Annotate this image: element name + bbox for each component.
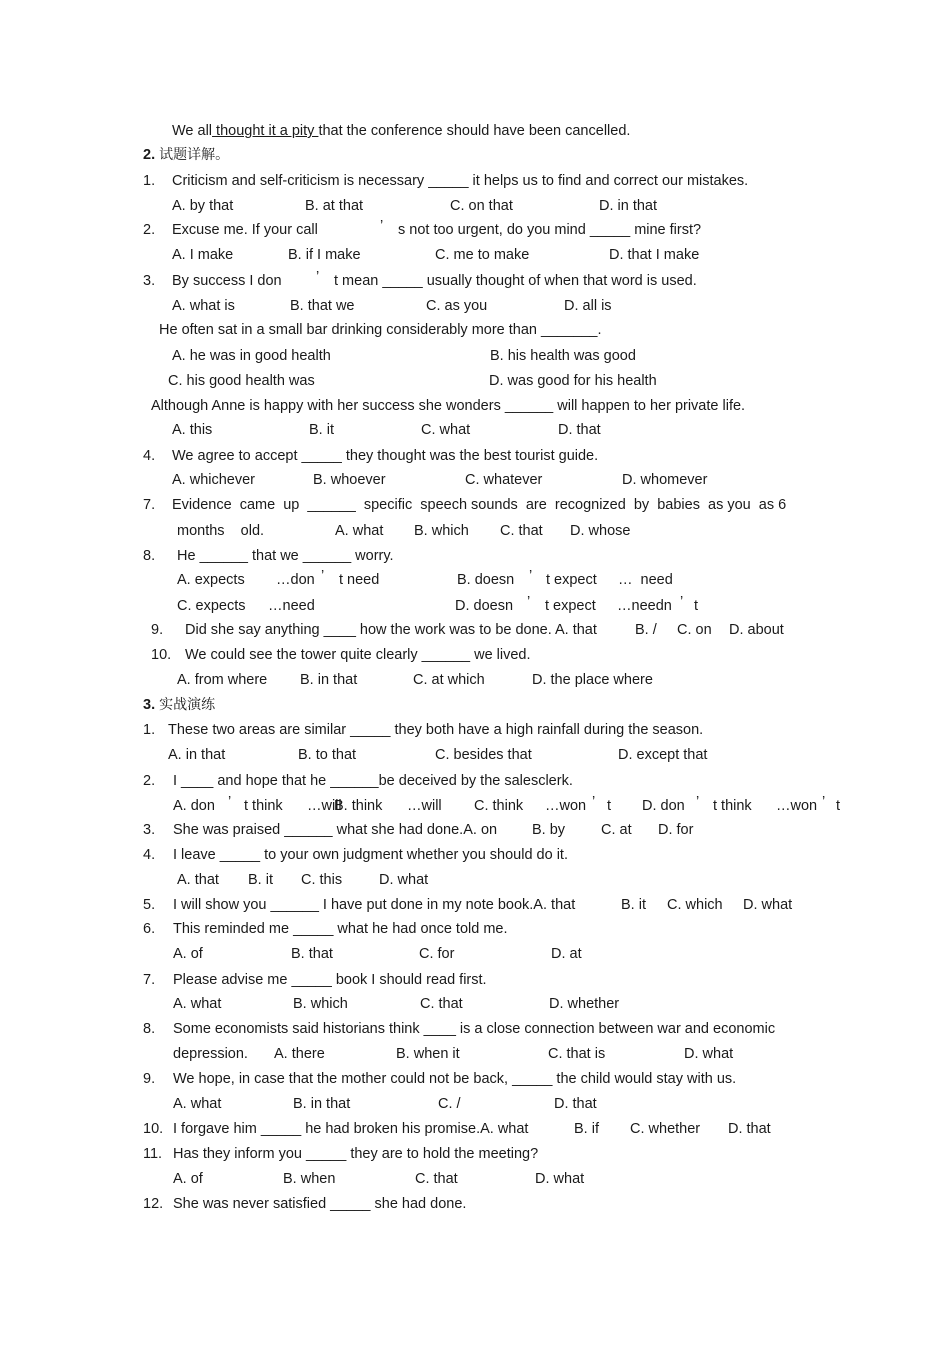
option-b: B. it <box>309 422 334 438</box>
option-b: B. when <box>283 1171 336 1187</box>
section-number: 2 <box>143 147 152 163</box>
question-number: 4. <box>143 448 156 464</box>
intro-pre: We all <box>172 123 213 139</box>
option-d: D. except that <box>618 747 708 763</box>
option-c: C. this <box>301 872 343 888</box>
option-c: C. for <box>419 946 455 962</box>
option-a-part: …will <box>307 798 342 814</box>
option-c: C. his good health was <box>168 373 315 389</box>
option-d-part: …won <box>776 798 818 814</box>
option-d: D. don <box>642 798 685 814</box>
option-a-part: t think <box>244 798 283 814</box>
option-a: A. what <box>173 1096 222 1112</box>
option-c: C. on that <box>450 198 513 214</box>
option-c: C. that <box>500 523 543 539</box>
option-c: C. whatever <box>465 472 543 488</box>
option-d: D. doesn <box>455 598 514 614</box>
section-3-heading: 3. 实战演练 <box>143 697 216 713</box>
question-text: We hope, in case that the mother could not be back, _____ the child would stay with us. <box>173 1071 737 1087</box>
option-d: D. whomever <box>622 472 708 488</box>
intro-sentence <box>172 122 630 140</box>
option-d: D. what <box>379 872 429 888</box>
option-b-part: …will <box>407 798 442 814</box>
option-c: C. at <box>601 822 632 838</box>
option-b: B. doesn <box>457 572 515 588</box>
option-a: A. what <box>335 523 384 539</box>
question-number: 11. <box>143 1146 163 1162</box>
apostrophe: ’ <box>822 794 826 810</box>
option-b: B. that we <box>290 298 355 314</box>
apostrophe: ’ <box>316 269 320 285</box>
question-number: 1. <box>143 173 156 189</box>
apostrophe: ’ <box>592 794 596 810</box>
apostrophe: ’ <box>228 794 232 810</box>
question-text: Some economists said historians think ____ is a close connection between war and economic <box>173 1021 776 1037</box>
section-2-heading: 2. 试题详解。 <box>143 147 230 163</box>
option-c: C. / <box>438 1096 461 1112</box>
option-a: A. this <box>172 422 213 438</box>
question-text: Did she say anything ____ how the work was to be done. A. that <box>185 622 597 638</box>
option-c: C. at which <box>413 672 485 688</box>
option-a: A. expects <box>177 572 245 588</box>
option-b-part: t expect <box>546 572 597 588</box>
option-d-part: …needn <box>617 598 672 614</box>
question-number: 3. <box>143 273 156 289</box>
option-d-part: t think <box>713 798 752 814</box>
option-c: C. me to make <box>435 247 530 263</box>
question-number: 7. <box>143 497 156 513</box>
option-c: C. that <box>415 1171 458 1187</box>
option-a: A. of <box>173 1171 203 1187</box>
option-b: B. which <box>293 996 348 1012</box>
option-b: B. if <box>574 1121 599 1137</box>
option-d-part: t expect <box>545 598 596 614</box>
section-title: 实战演练 <box>159 697 216 713</box>
question-text-part: Excuse me. If your call <box>172 222 318 238</box>
option-b: B. think <box>334 798 383 814</box>
option-a-part: t need <box>339 572 380 588</box>
option-d: D. what <box>684 1046 734 1062</box>
option-c: C. which <box>667 897 723 913</box>
option-b: B. at that <box>305 198 364 214</box>
option-c: C. on <box>677 622 712 638</box>
question-text: I leave _____ to your own judgment whether you should do it. <box>173 847 568 863</box>
option-d-part: t <box>836 798 841 814</box>
question-text: Has they inform you _____ they are to hold the meeting? <box>173 1146 539 1162</box>
question-number: 10. <box>143 1121 164 1137</box>
option-b-part: … need <box>618 572 673 588</box>
question-text: I will show you ______ I have put done in my note book.A. that <box>173 897 576 913</box>
question-text: She was never satisfied _____ she had done. <box>173 1196 467 1212</box>
option-a: A. that <box>177 872 219 888</box>
question-text: This reminded me _____ what he had once told me. <box>173 921 508 937</box>
question-number: 1. <box>143 722 156 738</box>
question-number: 4. <box>143 847 156 863</box>
option-c-part: t <box>607 798 612 814</box>
option-b: B. it <box>248 872 273 888</box>
option-c: C. think <box>474 798 524 814</box>
option-b: B. / <box>635 622 657 638</box>
intro-underlined: thought it a pity <box>212 123 319 139</box>
option-d: D. whose <box>570 523 631 539</box>
option-d: D. whether <box>549 996 620 1012</box>
section-title: 试题详解。 <box>159 147 230 163</box>
option-c: C. that is <box>548 1046 606 1062</box>
question-text: Evidence came up ______ specific speech sounds are recognized by babies as you as 6 <box>172 497 787 513</box>
option-c: C. what <box>421 422 471 438</box>
option-c: C. besides that <box>435 747 532 763</box>
question-text: We agree to accept _____ they thought was the best tourist guide. <box>172 448 599 464</box>
question-number: 7. <box>143 972 156 988</box>
question-number: 10. <box>151 647 172 663</box>
option-b: B. to that <box>298 747 357 763</box>
question-number: 5. <box>143 897 156 913</box>
option-d: D. was good for his health <box>489 373 657 389</box>
apostrophe: ’ <box>527 594 531 610</box>
option-c: C. whether <box>630 1121 701 1137</box>
question-text: He often sat in a small bar drinking considerably more than _______. <box>159 322 602 338</box>
question-number: 6. <box>143 921 156 937</box>
apostrophe: ’ <box>380 218 384 234</box>
apostrophe: ’ <box>680 594 684 610</box>
option-d: D. about <box>729 622 784 638</box>
option-a: A. of <box>173 946 203 962</box>
question-text: Please advise me _____ book I should read first. <box>173 972 487 988</box>
intro-post: that the conference should have been cancelled. <box>318 123 631 139</box>
option-d: D. that <box>558 422 601 438</box>
option-a: A. don <box>173 798 215 814</box>
option-a: A. whichever <box>172 472 256 488</box>
option-c-part: …need <box>268 598 315 614</box>
option-c: C. as you <box>426 298 488 314</box>
option-a: A. what <box>173 996 222 1012</box>
option-b: B. in that <box>300 672 358 688</box>
question-text: I ____ and hope that he ______be deceived by the salesclerk. <box>173 773 573 789</box>
question-continuation: depression. <box>173 1046 248 1062</box>
option-d: D. what <box>535 1171 585 1187</box>
option-c: C. expects <box>177 598 246 614</box>
option-c: C. that <box>420 996 463 1012</box>
option-c-part: …won <box>545 798 587 814</box>
question-text: We could see the tower quite clearly ______ we lived. <box>185 647 531 663</box>
option-b: B. his health was good <box>490 348 636 364</box>
question-text-part: t mean _____ usually thought of when that word is used. <box>334 273 697 289</box>
question-continuation: months old. <box>177 523 265 539</box>
option-a: A. from where <box>177 672 268 688</box>
question-text: These two areas are similar _____ they both have a high rainfall during the season. <box>168 722 704 738</box>
question-text-part: s not too urgent, do you mind _____ mine first? <box>398 222 702 238</box>
option-a: A. there <box>274 1046 325 1062</box>
apostrophe: ’ <box>321 568 325 584</box>
option-a: A. in that <box>168 747 226 763</box>
option-b: B. in that <box>293 1096 351 1112</box>
question-text: She was praised ______ what she had done.A. on <box>173 822 498 838</box>
option-d: D. that <box>554 1096 597 1112</box>
option-d: D. for <box>658 822 694 838</box>
option-b: B. if I make <box>288 247 361 263</box>
question-number: 3. <box>143 822 156 838</box>
option-b: B. when it <box>396 1046 460 1062</box>
question-number: 8. <box>143 548 156 564</box>
option-a: A. he was in good health <box>172 348 331 364</box>
question-text: He ______ that we ______ worry. <box>177 548 394 564</box>
option-a: A. by that <box>172 198 234 214</box>
option-a-part: …don <box>276 572 315 588</box>
option-d: D. all is <box>564 298 612 314</box>
question-number: 9. <box>143 1071 156 1087</box>
option-d: D. in that <box>599 198 658 214</box>
option-d: D. at <box>551 946 582 962</box>
option-b: B. that <box>291 946 333 962</box>
option-d: D. that I make <box>609 247 700 263</box>
question-text-part: By success I don <box>172 273 282 289</box>
option-d: D. what <box>743 897 793 913</box>
section-number: 3 <box>143 697 152 713</box>
question-text: Criticism and self-criticism is necessary _____ it helps us to find and correct our mistakes. <box>172 173 749 189</box>
question-number: 2. <box>143 773 156 789</box>
option-b: B. which <box>414 523 469 539</box>
option-b: B. it <box>621 897 646 913</box>
question-number: 8. <box>143 1021 156 1037</box>
question-number: 2. <box>143 222 156 238</box>
question-number: 12. <box>143 1196 164 1212</box>
option-b: B. whoever <box>313 472 386 488</box>
question-text: I forgave him _____ he had broken his promise.A. what <box>173 1121 529 1137</box>
option-d: D. the place where <box>532 672 653 688</box>
option-a: A. what is <box>172 298 235 314</box>
apostrophe: ’ <box>529 568 533 584</box>
option-b: B. by <box>532 822 566 838</box>
option-a: A. I make <box>172 247 234 263</box>
question-number: 9. <box>151 622 164 638</box>
question-text: Although Anne is happy with her success she wonders ______ will happen to her private life. <box>151 398 746 414</box>
option-d-part: t <box>694 598 699 614</box>
apostrophe: ’ <box>696 794 700 810</box>
option-d: D. that <box>728 1121 771 1137</box>
